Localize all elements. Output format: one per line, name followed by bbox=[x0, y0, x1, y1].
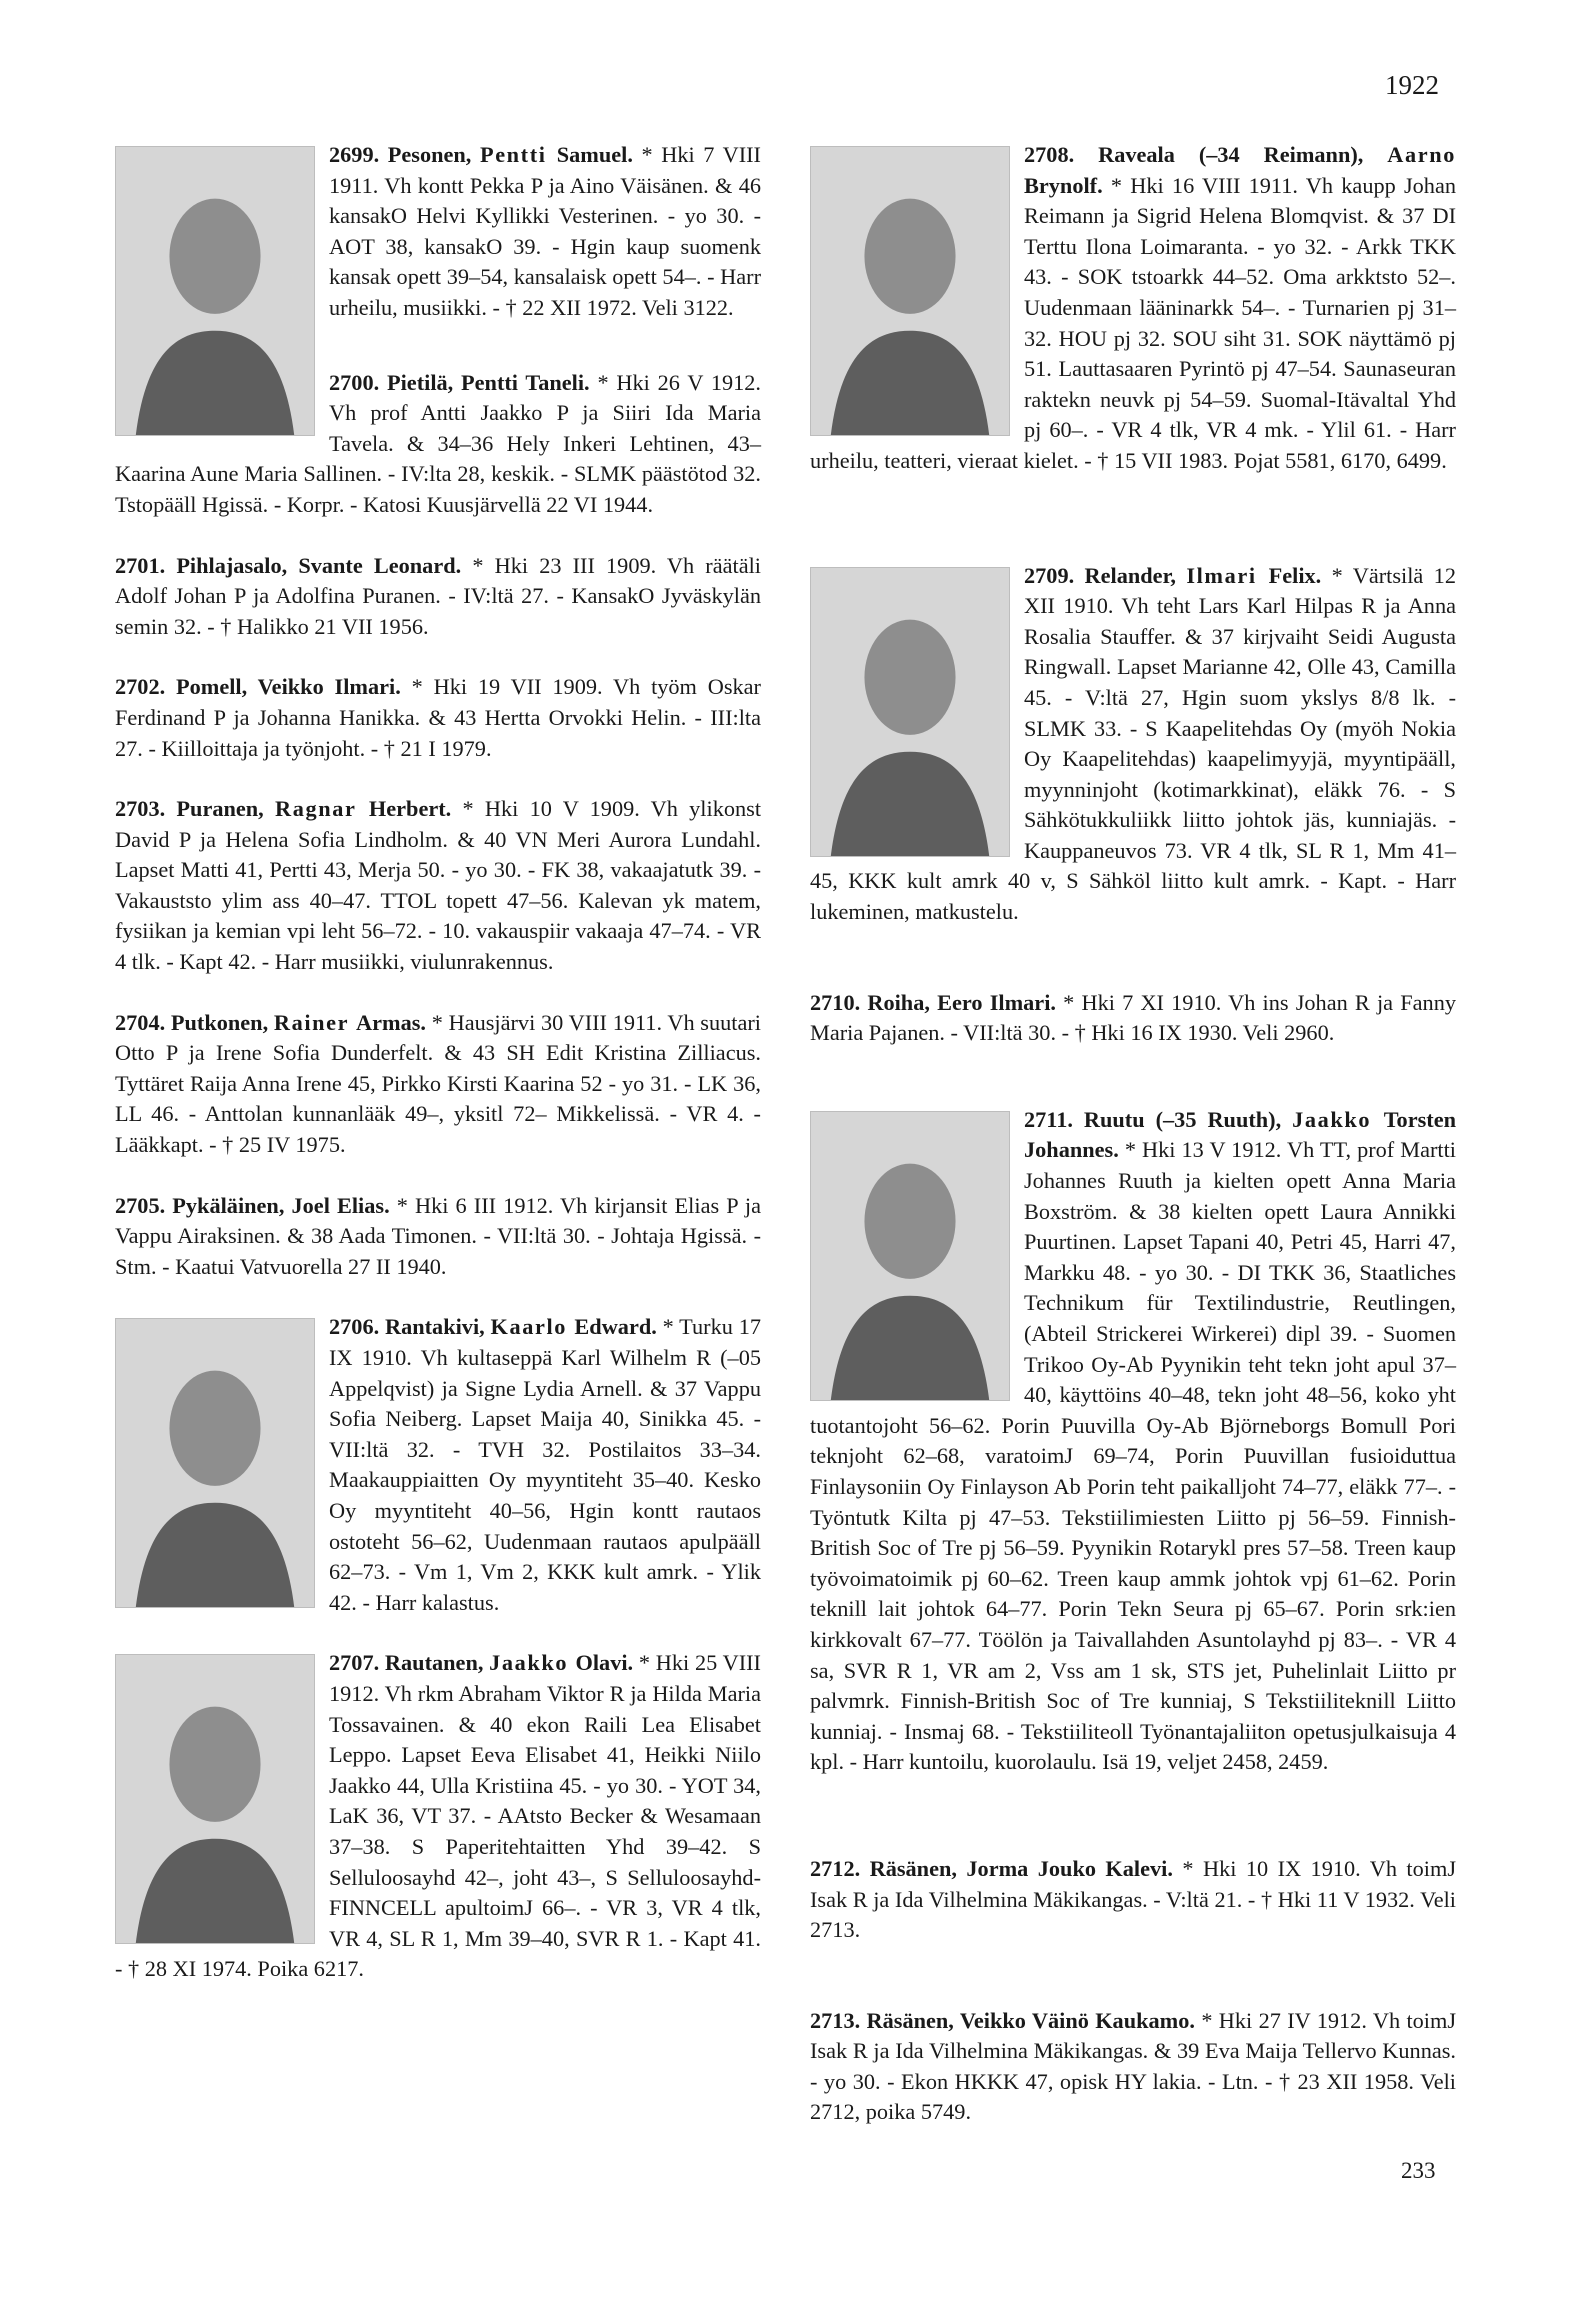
biography-entry-2711 bbox=[810, 1105, 1456, 1778]
entry-first-name: Aarno bbox=[1387, 142, 1456, 167]
biography-entry-2699 bbox=[115, 140, 761, 324]
entry-surname: Roiha, Eero Ilmari. bbox=[867, 989, 1064, 1015]
portrait-silhouette-icon bbox=[116, 1319, 314, 1607]
entry-number: 2700. bbox=[329, 369, 387, 395]
entry-surname: Pomell, Veikko Ilmari. bbox=[176, 674, 412, 700]
entry-other-names: Felix. bbox=[1268, 562, 1322, 588]
entry-other-names: Edward. bbox=[574, 1314, 657, 1340]
biography-entry-2709 bbox=[810, 561, 1456, 928]
entry-first-name: Rainer bbox=[273, 1009, 357, 1035]
entry-other-names: Olavi. bbox=[575, 1650, 634, 1676]
entry-number: 2705. bbox=[115, 1192, 173, 1218]
entry-text: * Hki 23 III 1909. Vh räätäli Adolf Johan P ja Adolfina Puranen. - IV:ltä 27. - KansakO Jyväskylän semin 32. - † Halikko 21 VII 1956. bbox=[115, 552, 762, 639]
entry-first-name: Jaakko bbox=[489, 1650, 576, 1676]
entry-text: * Turku 17 IX 1910. Vh kultaseppä Karl Wilhelm R (–05 Appelqvist) ja Signe Lydia Arnell. & 37 Vappu Sofia Neiberg. Lapset Maija 40, Sinikka 45. - VII:ltä 32. - TVH 32. Postilaitos 33–34. Maakauppiaitten Oy myyntiteht 35–40. Kesko Oy myyntiteht 40–56, Hgin kontt rautaos ostoteht 56–62, Uudenmaan rautaos apulpääll 62–73. - Vm 1, Vm 2, KKK kult amrk. - Ylik 42. - Harr kalastus. bbox=[329, 1314, 761, 1615]
entry-first-name: Kaarlo bbox=[490, 1314, 575, 1340]
portrait-silhouette-icon bbox=[116, 147, 314, 435]
entry-number: 2713. bbox=[810, 2007, 867, 2033]
biography-entry-2707 bbox=[115, 1648, 761, 1985]
entry-text: * Hausjärvi 30 VIII 1911. Vh suutari Otto P ja Irene Sofia Dunderfelt. & 43 SH Edit Kristina Zilliacus. Tyttäret Raija Anna Irene 45, Pirkko Kirsti Kaarina 52 - yo 31. - LK 36, LL 46. - Anttolan kunnanlääk 49–, yksitl 72– Mikkelissä. - VR 4. - Lääkkapt. - † 25 IV 1975. bbox=[115, 1009, 761, 1158]
biography-entry-2703 bbox=[115, 794, 761, 978]
portrait-silhouette-icon bbox=[811, 147, 1009, 435]
entry-first-name: Pentti bbox=[479, 142, 557, 167]
portrait-silhouette-icon bbox=[116, 1655, 314, 1943]
portrait-photo bbox=[810, 1111, 1010, 1401]
entry-surname: Puranen, bbox=[176, 796, 276, 822]
entry-number: 2707. bbox=[329, 1650, 385, 1676]
entry-other-names: Herbert. bbox=[368, 796, 452, 822]
portrait-photo bbox=[115, 1318, 315, 1608]
entry-other-names: Samuel. bbox=[556, 142, 633, 167]
entry-number: 2706. bbox=[329, 1314, 385, 1340]
entry-surname: Putkonen, bbox=[170, 1009, 274, 1035]
biography-entry-2712 bbox=[810, 1854, 1456, 1946]
entry-text: * Hki 13 V 1912. Vh TT, prof Martti Johannes Ruuth ja kielten opett Anna Maria Boxström. & 38 kielten opett Laura Annikki Puurtinen. Lapset Tapani 40, Petri 45, Harri 47, Markku 48. - yo 30. - DI TKK 36, Staatliches Technikum für Textilindustrie, Reutlingen, (Abteil Strickerei Wirkerei) dipl 39. - Suomen Trikoo Oy-Ab Pyynikin teht tekn joht apul 37–40, käyttöins 40–48, tekn joht 48–56, koko yht tuotantojoht 56–62. Porin Puuvilla Oy-Ab Björneborgs Bomull Pori teknjoht 62–68, varatoimJ 69–74, Porin Puuvillan fusioiduttua Finlaysoniin Oy Finlayson Ab Porin teht paikalljoht 74–77, eläkk 77–. - Työntutk Kilta pj 47–53. Tekstiilimiesten Liitto pj 56–59. Finnish-British Soc of Tre pj 56–59. Pyynikin Rotarykl pres 57–58. Treen kaup työvoimatoimik pj 60–62. Treen kaup ammk johtok vpj 61–62. Porin teknill lait johtok 64–77. Porin Tekn Seura pj 65–67. Porin srk:ien kirkkovalt 67–77. Töölön ja Taivallahden Asuntolayhd pj 83–. - VR 4 sa, SVR R 1, VR am 2, Vss am 1 sk, STS jet, Puhelinlait Liitto pr palvmrk. Finnish-British Soc of Tre kunniaj, S Tekstiiliteknill Liitto kunniaj. - Insmaj 68. - Tekstiiliteoll Työnantajaliiton opetusjulkaisuja 4 kpl. - Harr kuntoilu, kuorolaulu. Isä 19, veljet 2458, 2459. bbox=[810, 1137, 1456, 1775]
portrait-silhouette-icon bbox=[811, 568, 1009, 856]
entry-surname: Rantakivi, bbox=[384, 1314, 491, 1340]
entry-surname: Ruutu (–35 Ruuth), bbox=[1083, 1106, 1293, 1132]
biography-entry-2702 bbox=[115, 672, 761, 764]
portrait-photo bbox=[115, 1654, 315, 1944]
entry-first-name: Jaakko bbox=[1292, 1106, 1384, 1132]
entry-number: 2699. bbox=[329, 142, 388, 167]
entry-other-names: Brynolf. bbox=[1024, 172, 1103, 198]
entry-number: 2702. bbox=[115, 674, 176, 700]
entry-number: 2712. bbox=[810, 1855, 870, 1881]
entry-surname: Pietilä, Pentti Taneli. bbox=[386, 369, 598, 395]
entry-number: 2710. bbox=[810, 989, 868, 1015]
entry-other-names: Torsten Johannes. bbox=[1024, 1106, 1456, 1163]
biography-entry-2705 bbox=[115, 1191, 761, 1283]
entry-surname: Rautanen, bbox=[384, 1650, 490, 1676]
entry-text: * Hki 27 IV 1912. Vh toimJ Isak R ja Ida Vilhelmina Mäkikangas. & 39 Eva Maija Tellervo Kunnas. - yo 30. - Ekon HKKK 47, opisk HY lakia. - Ltn. - † 23 XII 1958. Veli 2712, poika 5749. bbox=[810, 2007, 1457, 2125]
entry-text: * Hki 19 VII 1909. Vh työm Oskar Ferdinand P ja Johanna Hanikka. & 43 Hertta Orvokki Helin. - III:lta 27. - Kiilloittaja ja työnjoht. - † 21 I 1979. bbox=[115, 674, 761, 761]
entry-other-names: Armas. bbox=[356, 1009, 427, 1035]
entry-number: 2704. bbox=[115, 1009, 171, 1035]
entry-text: * Hki 25 VIII 1912. Vh rkm Abraham Viktor R ja Hilda Maria Tossavainen. & 40 ekon Raili Lea Elisabet Leppo. Lapset Eeva Elisabet 41, Heikki Niilo Jaakko 44, Ulla Kristiina 45. - yo 30. - YOT 34, LaK 36, VT 37. - AAtsto Becker & Wesamaan 37–38. S Paperitehtaitten Yhd 39–42. S Selluloosayhd 42–, joht 43–, S Selluloosayhd-FINNCELL apultoimJ 66–. - VR 3, VR 4 tlk, VR 4, SL R 1, Mm 39–40, SVR R 1. - Kapt 41. - † 28 XI 1974. Poika 6217. bbox=[115, 1650, 761, 1982]
entry-text: * Hki 16 VIII 1911. Vh kaupp Johan Reimann ja Sigrid Helena Blomqvist. & 37 DI Terttu Ilona Loimaranta. - yo 32. - Arkk TKK 43. - SOK tstoarkk 44–52. Oma arkktsto 52–. Uudenmaan lääninarkk 54–. - Turnarien pj 31–32. HOU pj 32. SOU siht 31. SOK näyttämö pj 51. Lauttasaaren Pyrintö pj 47–54. Saunaseuran raktekn neuvk pj 54–59. Suomal-Itävaltal Yhd pj 60–. - VR 4 tlk, VR 4 mk. - Ylil 61. - Harr urheilu, teatteri, vieraat kielet. - † 15 VII 1983. Pojat 5581, 6170, 6499. bbox=[810, 172, 1456, 473]
entry-surname: Pesonen, bbox=[387, 142, 480, 167]
biography-entry-2704 bbox=[115, 1008, 761, 1161]
entry-surname: Raveala (–34 Reimann), bbox=[1098, 142, 1388, 167]
entry-surname: Pykäläinen, Joel Elias. bbox=[172, 1192, 397, 1218]
entry-text: * Hki 7 XI 1910. Vh ins Johan R ja Fanny Maria Pajanen. - VII:ltä 30. - † Hki 16 IX 1930. Veli 2960. bbox=[810, 989, 1456, 1046]
biography-entry-2713 bbox=[810, 2006, 1456, 2128]
entry-number: 2703. bbox=[115, 796, 177, 822]
page-number: 233 bbox=[1401, 2158, 1436, 2183]
entry-text: * Värtsilä 12 XII 1910. Vh teht Lars Karl Hilpas R ja Anna Rosalia Stauffer. & 37 kirjvaiht Seidi Augusta Ringwall. Lapset Marianne 42, Olle 43, Camilla 45. - V:ltä 27, Hgin suom ykslys 8/8 lk. - SLMK 33. - S Kaapelitehdas Oy (myöh Nokia Oy Kaapelitehdas) kaapelimyyjä, myyntipääll, myynninjoht (kotimarkkinat), eläkk 76. - S Sähkötukkuliikk liitto johtok jäs, kunniajäs. - Kauppaneuvos 73. VR 4 tlk, SL R 1, Mm 41–45, KKK kult amrk 40 v, S Sähköl liitto kult amrk. - Kapt. - Harr lukeminen, matkustelu. bbox=[810, 562, 1456, 925]
biography-entry-2710 bbox=[810, 988, 1456, 1049]
portrait-silhouette-icon bbox=[811, 1112, 1009, 1400]
entry-first-name: Ragnar bbox=[275, 796, 369, 822]
entry-number: 2709. bbox=[1024, 562, 1085, 588]
left-column bbox=[115, 140, 761, 1985]
biography-entry-2701 bbox=[115, 551, 761, 643]
biography-entry-2706 bbox=[115, 1312, 761, 1618]
right-column bbox=[810, 140, 1456, 2128]
portrait-photo bbox=[810, 567, 1010, 857]
entry-number: 2708. bbox=[1024, 142, 1099, 167]
portrait-photo bbox=[810, 146, 1010, 436]
entry-text: * Hki 10 IX 1910. Vh toimJ Isak R ja Ida Vilhelmina Mäkikangas. - V:ltä 21. - † Hki 11 V 1932. Veli 2713. bbox=[810, 1855, 1456, 1943]
entry-surname: Relander, bbox=[1084, 562, 1187, 588]
year-heading: 1922 bbox=[1385, 70, 1439, 100]
entry-surname: Pihlajasalo, Svante Leonard. bbox=[176, 552, 473, 578]
entry-text: * Hki 6 III 1912. Vh kirjansit Elias P ja Vappu Airaksinen. & 38 Aada Timonen. - VII:ltä 30. - Johtaja Hgissä. - Stm. - Kaatui Vatvuorella 27 II 1940. bbox=[115, 1192, 762, 1279]
portrait-photo bbox=[115, 146, 315, 436]
entry-surname: Räsänen, Jorma Jouko Kalevi. bbox=[869, 1855, 1183, 1881]
entry-text: * Hki 7 VIII 1911. Vh kontt Pekka P ja Aino Väisänen. & 46 kansakO Helvi Kyllikki Vesterinen. - yo 30. - AOT 38, kansakO 39. - Hgin kaup suomenk kansak opett 39–54, kansalaisk opett 54–. - Harr urheilu, musiikki. - † 22 XII 1972. Veli 3122. bbox=[329, 142, 761, 320]
entry-text: * Hki 10 V 1909. Vh ylikonst David P ja Helena Sofia Lindholm. & 40 VN Meri Aurora Lundahl. Lapset Matti 41, Pertti 43, Merja 50. - yo 30. - FK 38, vakaajatutk 39. - Vakauststo ylim ass 40–47. TTOL topett 47–56. Kalevan yk matem, fysiikan ja kemian vpi leht 56–72. - 10. vakauspiir vakaaja 47–74. - VR 4 tlk. - Kapt 42. - Harr musiikki, viulunrakennus. bbox=[115, 796, 762, 975]
entry-number: 2711. bbox=[1024, 1106, 1084, 1132]
entry-surname: Räsänen, Veikko Väinö Kaukamo. bbox=[866, 2007, 1202, 2033]
entry-number: 2701. bbox=[115, 552, 177, 578]
biography-entry-2708 bbox=[810, 140, 1456, 477]
entry-text: * Hki 26 V 1912. Vh prof Antti Jaakko P ja Siiri Ida Maria Tavela. & 34–36 Hely Inkeri Lehtinen, 43– Kaarina Aune Maria Sallinen. - IV:lta 28, keskik. - SLMK päästötod 32. Tstopääll Hgissä. - Korpr. - Katosi Kuusjärvellä 22 VI 1944. bbox=[115, 369, 762, 517]
entry-first-name: Ilmari bbox=[1186, 562, 1269, 588]
